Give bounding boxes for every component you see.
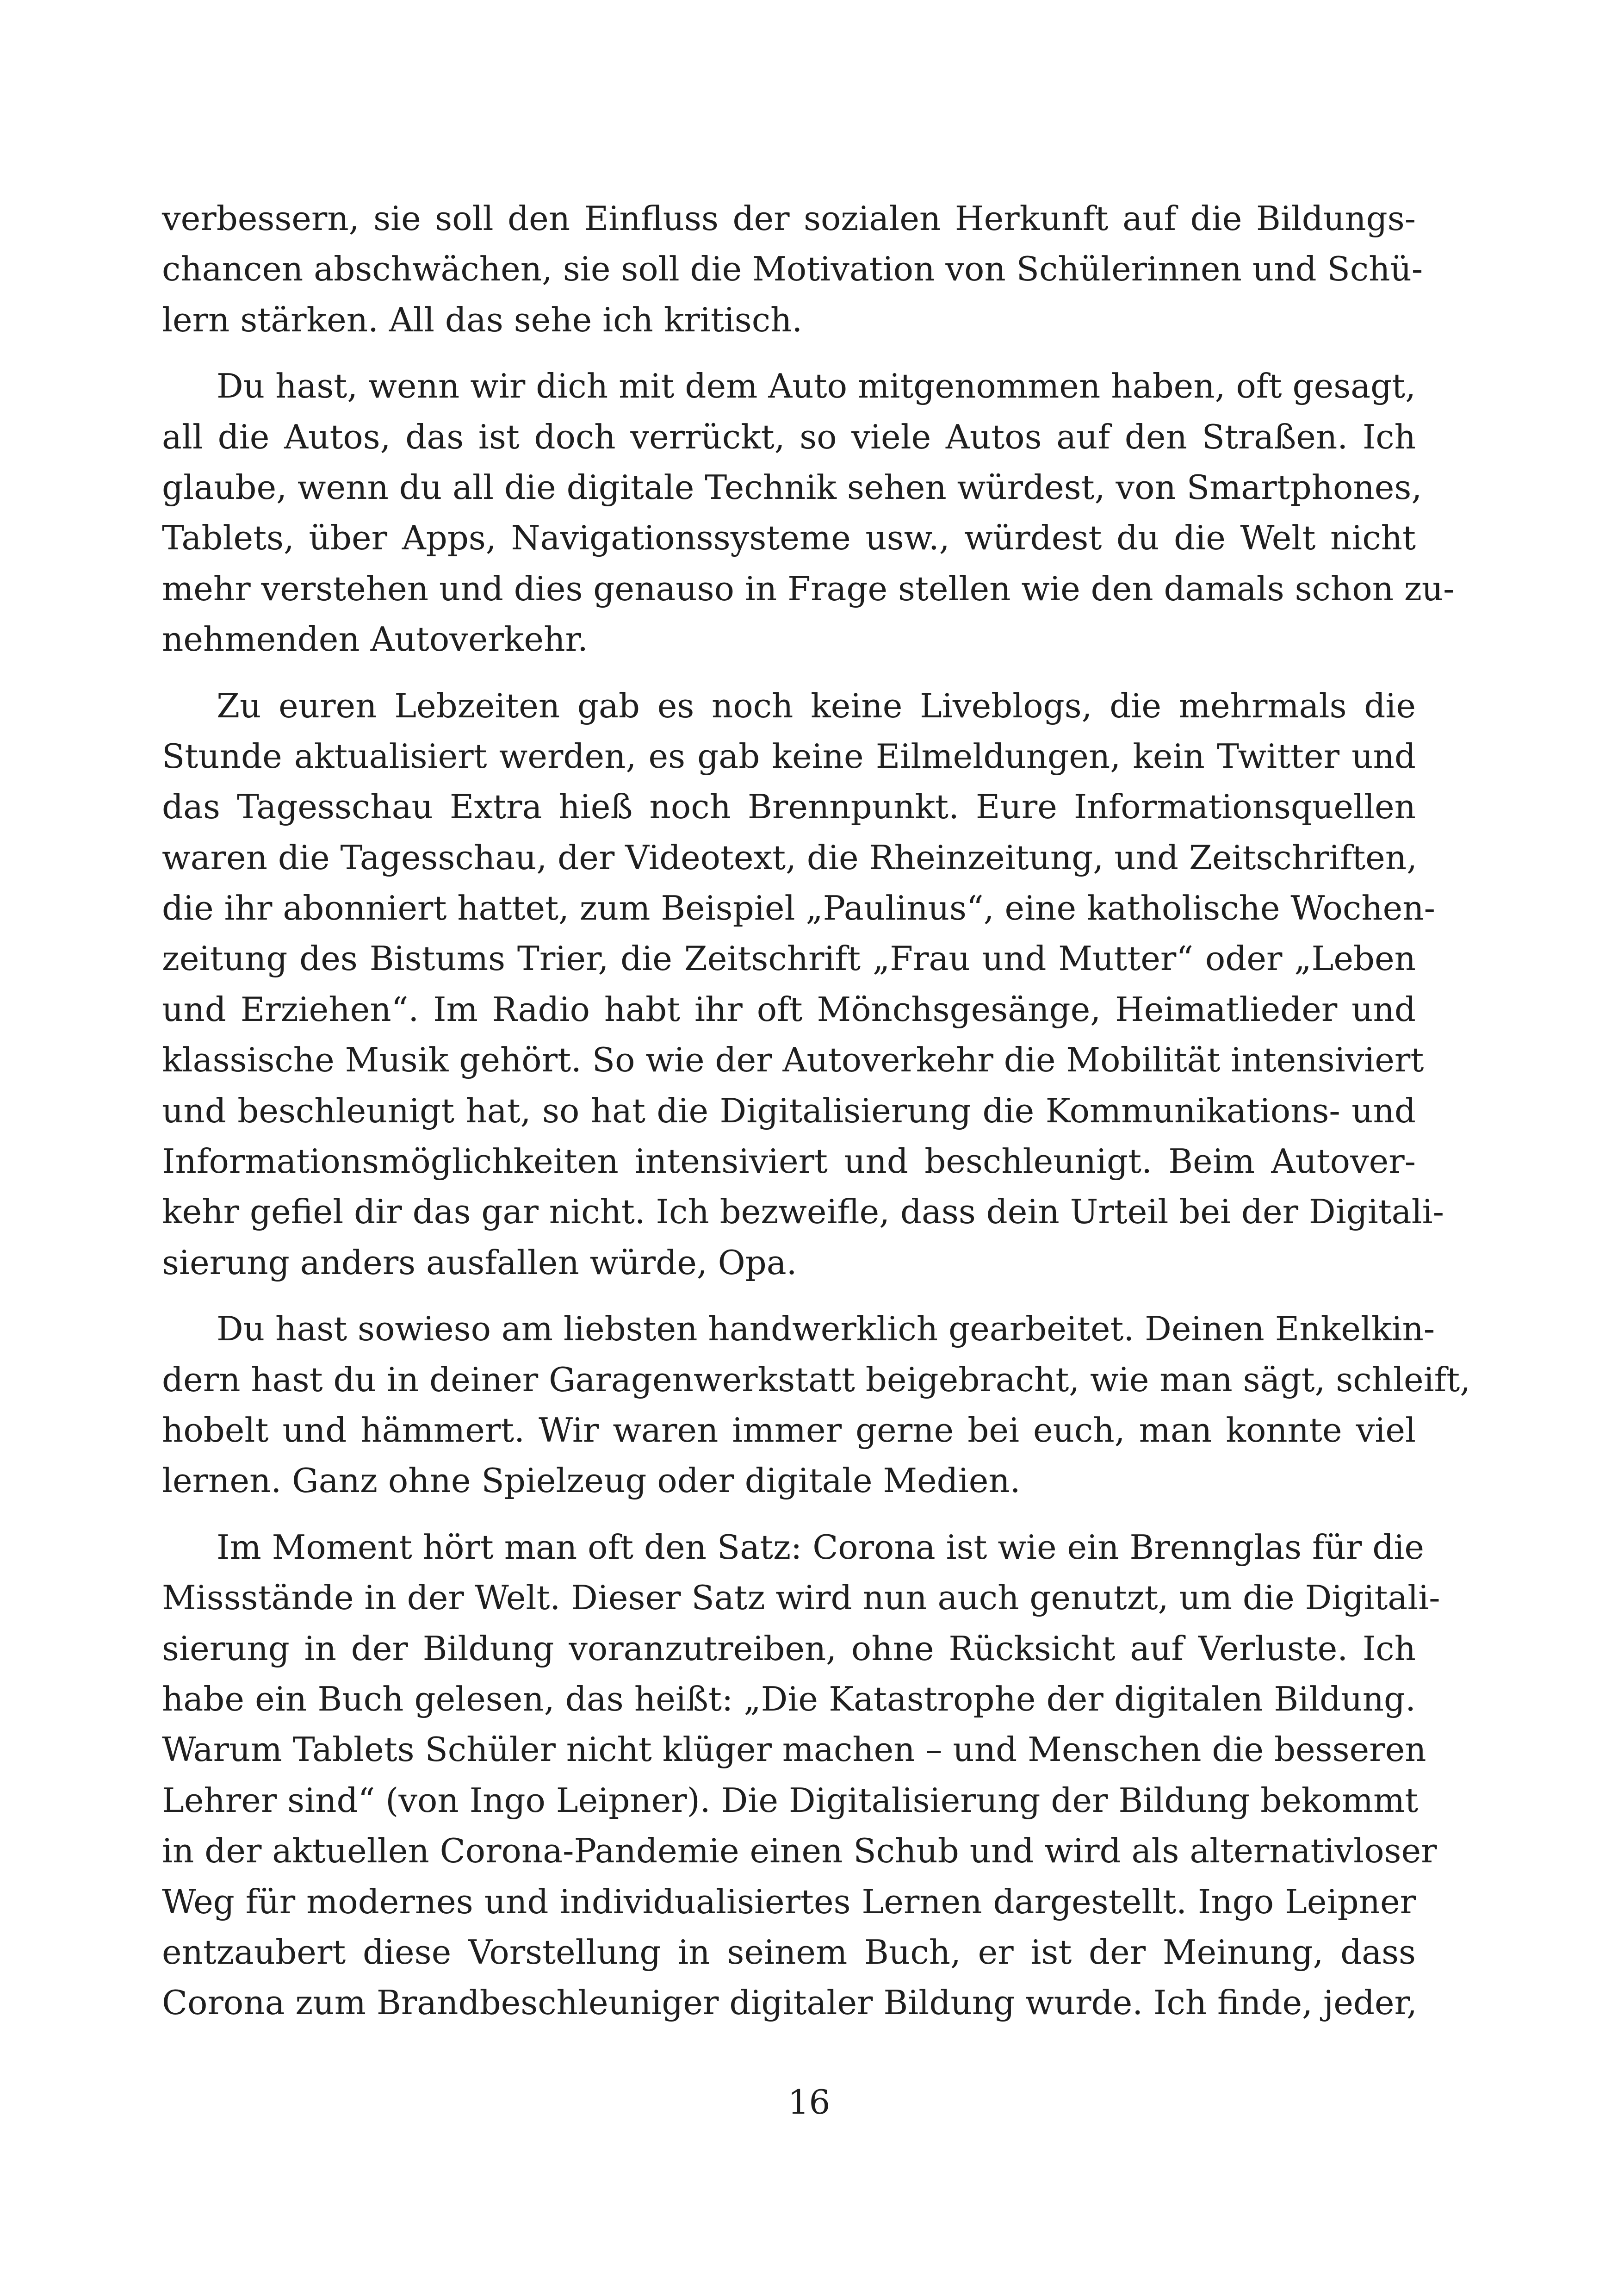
text-line: Du hast, wenn wir dich mit dem Auto mitgenommen haben, oft gesagt, xyxy=(217,367,1416,406)
text-line: Warum Tablets Schüler nicht klüger machen – und Menschen die besseren xyxy=(162,1730,1426,1769)
text-line: sierung anders ausfallen würde, Opa. xyxy=(162,1243,797,1282)
text-line: nehmenden Autoverkehr. xyxy=(162,620,588,659)
text-line: Informationsmöglichkeiten intensiviert und beschleunigt. Beim Autover- xyxy=(162,1142,1416,1181)
text-line: Zu euren Lebzeiten gab es noch keine Liveblogs, die mehrmals die xyxy=(217,686,1416,725)
text-line: habe ein Buch gelesen, das heißt: „Die Katastrophe der digitalen Bildung. xyxy=(162,1679,1416,1718)
text-line: zeitung des Bistums Trier, die Zeitschrift „Frau und Mutter“ oder „Leben xyxy=(162,939,1416,978)
text-line: verbessern, sie soll den Einfluss der sozialen Herkunft auf die Bildungs- xyxy=(162,199,1416,238)
text-line: sierung in der Bildung voranzutreiben, ohne Rücksicht auf Verluste. Ich xyxy=(162,1629,1416,1668)
text-line: dern hast du in deiner Garagenwerkstatt beigebracht, wie man sägt, schleift, xyxy=(162,1360,1471,1399)
text-line: Missstände in der Welt. Dieser Satz wird nun auch genutzt, um die Digitali- xyxy=(162,1578,1440,1618)
text-line: mehr verstehen und dies genauso in Frage stellen wie den damals schon zu- xyxy=(162,569,1455,608)
text-line: die ihr abonniert hattet, zum Beispiel „Paulinus“, eine katholische Wochen- xyxy=(162,889,1435,928)
paragraph xyxy=(162,193,1423,345)
text-line: chancen abschwächen, sie soll die Motivation von Schülerinnen und Schü- xyxy=(162,249,1423,289)
text-line: glaube, wenn du all die digitale Technik sehen würdest, von Smartphones, xyxy=(162,467,1422,507)
text-line: das Tagesschau Extra hieß noch Brennpunkt. Eure Informationsquellen xyxy=(162,787,1416,827)
text-line: und Erziehen“. Im Radio habt ihr oft Mönchsgesänge, Heimatlieder und xyxy=(162,989,1416,1029)
paragraph xyxy=(162,361,1455,665)
text-line: lernen. Ganz ohne Spielzeug oder digitale Medien. xyxy=(162,1461,1021,1500)
text-line: Tablets, über Apps, Navigationssysteme usw., würdest du die Welt nicht xyxy=(162,518,1416,558)
text-line: Lehrer sind“ (von Ingo Leipner). Die Digitalisierung der Bildung bekommt xyxy=(162,1780,1419,1820)
text-line: Weg für modernes und individualisiertes Lernen dargestellt. Ingo Leipner xyxy=(162,1882,1416,1921)
text-line: kehr gefiel dir das gar nicht. Ich bezweifle, dass dein Urteil bei der Digitali- xyxy=(162,1192,1444,1232)
body-text xyxy=(162,193,1471,2028)
text-line: klassische Musik gehört. So wie der Autoverkehr die Mobilität intensiviert xyxy=(162,1040,1424,1080)
paragraph xyxy=(162,1304,1471,1506)
text-line: entzaubert diese Vorstellung in seinem Buch, er ist der Meinung, dass xyxy=(162,1932,1416,1972)
paragraph xyxy=(162,681,1444,1288)
text-line: Du hast sowieso am liebsten handwerklich gearbeitet. Deinen Enkelkin- xyxy=(217,1309,1435,1349)
text-line: in der aktuellen Corona-Pandemie einen Schub und wird als alternativloser xyxy=(162,1831,1437,1871)
text-line: Corona zum Brandbeschleuniger digitaler Bildung wurde. Ich finde, jeder, xyxy=(162,1983,1417,2022)
text-line: Stunde aktualisiert werden, es gab keine Eilmeldungen, kein Twitter und xyxy=(162,736,1416,776)
page-number: 16 xyxy=(787,2083,831,2122)
text-line: hobelt und hämmert. Wir waren immer gerne bei euch, man konnte viel xyxy=(162,1410,1416,1450)
text-line: Im Moment hört man oft den Satz: Corona ist wie ein Brennglas für die xyxy=(217,1527,1425,1567)
text-line: waren die Tagesschau, der Videotext, die Rheinzeitung, und Zeitschriften, xyxy=(162,838,1418,877)
text-line: lern stärken. All das sehe ich kritisch. xyxy=(162,300,803,339)
paragraph xyxy=(162,1522,1440,2028)
text-line: all die Autos, das ist doch verrückt, so viele Autos auf den Straßen. Ich xyxy=(162,417,1416,456)
text-line: und beschleunigt hat, so hat die Digitalisierung die Kommunikations- und xyxy=(162,1091,1416,1130)
